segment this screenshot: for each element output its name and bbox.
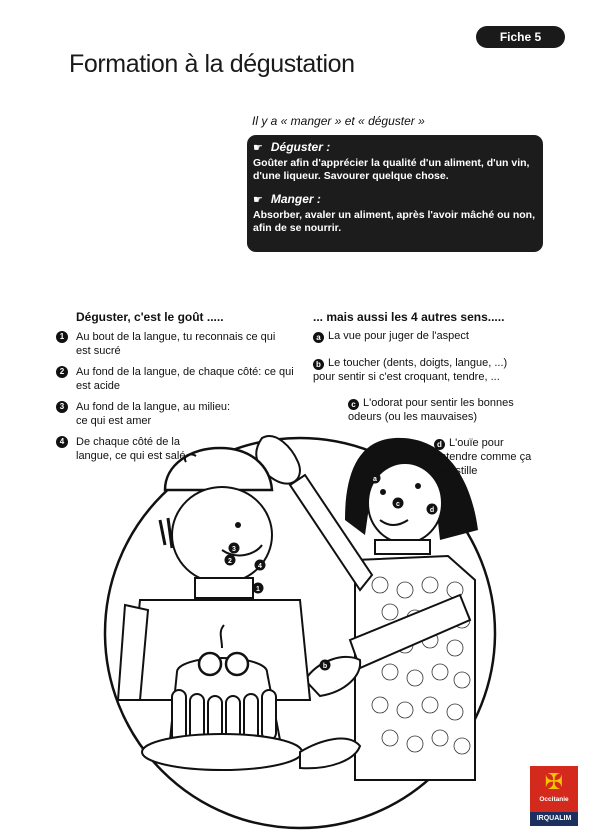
svg-text:a: a <box>373 476 377 483</box>
taste-item <box>56 330 291 358</box>
girl-hand-2 <box>305 657 360 696</box>
senses-section <box>313 310 533 330</box>
region-logo <box>530 766 578 826</box>
pointing-hand-icon: ☛ <box>253 142 263 154</box>
svg-text:b: b <box>322 663 328 670</box>
sense-item <box>313 329 523 343</box>
boy-eye <box>235 522 241 528</box>
sense-item <box>313 356 528 384</box>
letter-badge-icon: b <box>313 359 324 370</box>
girl-eye <box>415 483 421 489</box>
sense-item-text: Le toucher (dents, doigts, langue, ...) pour sentir si c'est croquant, tendre, ... <box>313 357 508 383</box>
girl-collar <box>375 540 430 554</box>
page-title: Formation à la dégustation <box>69 50 355 78</box>
sense-item-text: L'ouïe pour entendre comme ça croustille <box>434 437 532 477</box>
letter-badge-icon: c <box>348 399 359 410</box>
taste-item-text: Au fond de la langue, au milieu: ce qui est amer <box>76 401 231 427</box>
svg-text:1: 1 <box>256 586 260 593</box>
cake-plate <box>142 734 302 770</box>
pointing-hand-icon: ☛ <box>253 194 263 206</box>
sense-item-text: La vue pour juger de l'aspect <box>328 330 469 342</box>
boy-hair <box>160 518 172 548</box>
taste-item-text: Au fond de la langue, de chaque côté: ce qui est acide <box>76 366 294 392</box>
definition-text: Absorber, avaler un aliment, après l'avoir mâché ou non, afin de se nourrir. <box>253 209 536 234</box>
sense-item <box>348 396 528 424</box>
logo-bottom-label: IRQUALIM <box>530 812 578 826</box>
logo-name: Occitanie <box>539 796 569 803</box>
svg-text:3: 3 <box>232 546 236 553</box>
taste-item-text: Au bout de la langue, tu reconnais ce qui est sucré <box>76 331 276 357</box>
senses-heading: ... mais aussi les 4 autres sens..... <box>313 310 505 324</box>
intro-text: Il y a « manger » et « déguster » <box>252 114 425 128</box>
sense-item <box>434 436 539 478</box>
taste-item <box>56 400 236 428</box>
number-badge-icon: 1 <box>56 331 68 343</box>
definition-term-label: Déguster : <box>270 140 331 154</box>
girl-eye <box>380 489 386 495</box>
occitan-cross-icon: ✠ <box>544 769 564 794</box>
boy-collar <box>195 578 253 598</box>
letter-badge-icon: d <box>434 439 445 450</box>
svg-text:2: 2 <box>228 558 232 565</box>
number-badge-icon: 3 <box>56 401 68 413</box>
cherry <box>226 653 248 675</box>
svg-text:4: 4 <box>258 563 262 570</box>
definition-text: Goûter afin d'apprécier la qualité d'un aliment, d'un vin, d'une liqueur. Savourer quelque chose. <box>253 157 530 182</box>
taste-item <box>56 435 191 463</box>
svg-text:c: c <box>396 501 400 508</box>
cherry <box>199 653 221 675</box>
sense-item-text: L'odorat pour sentir les bonnes odeurs (ou les mauvaises) <box>348 397 514 423</box>
taste-section <box>56 310 294 470</box>
number-badge-icon: 2 <box>56 366 68 378</box>
taste-item <box>56 365 296 393</box>
boy-hand <box>300 739 360 769</box>
taste-heading: Déguster, c'est le goût ..... <box>76 310 224 324</box>
definition-term-label: Manger : <box>270 192 321 206</box>
fiche-number-tab: Fiche 5 <box>476 26 565 48</box>
number-badge-icon: 4 <box>56 436 68 448</box>
svg-text:d: d <box>429 507 435 514</box>
taste-item-text: De chaque côté de la langue, ce qui est salé <box>76 436 186 462</box>
letter-badge-icon: a <box>313 332 324 343</box>
